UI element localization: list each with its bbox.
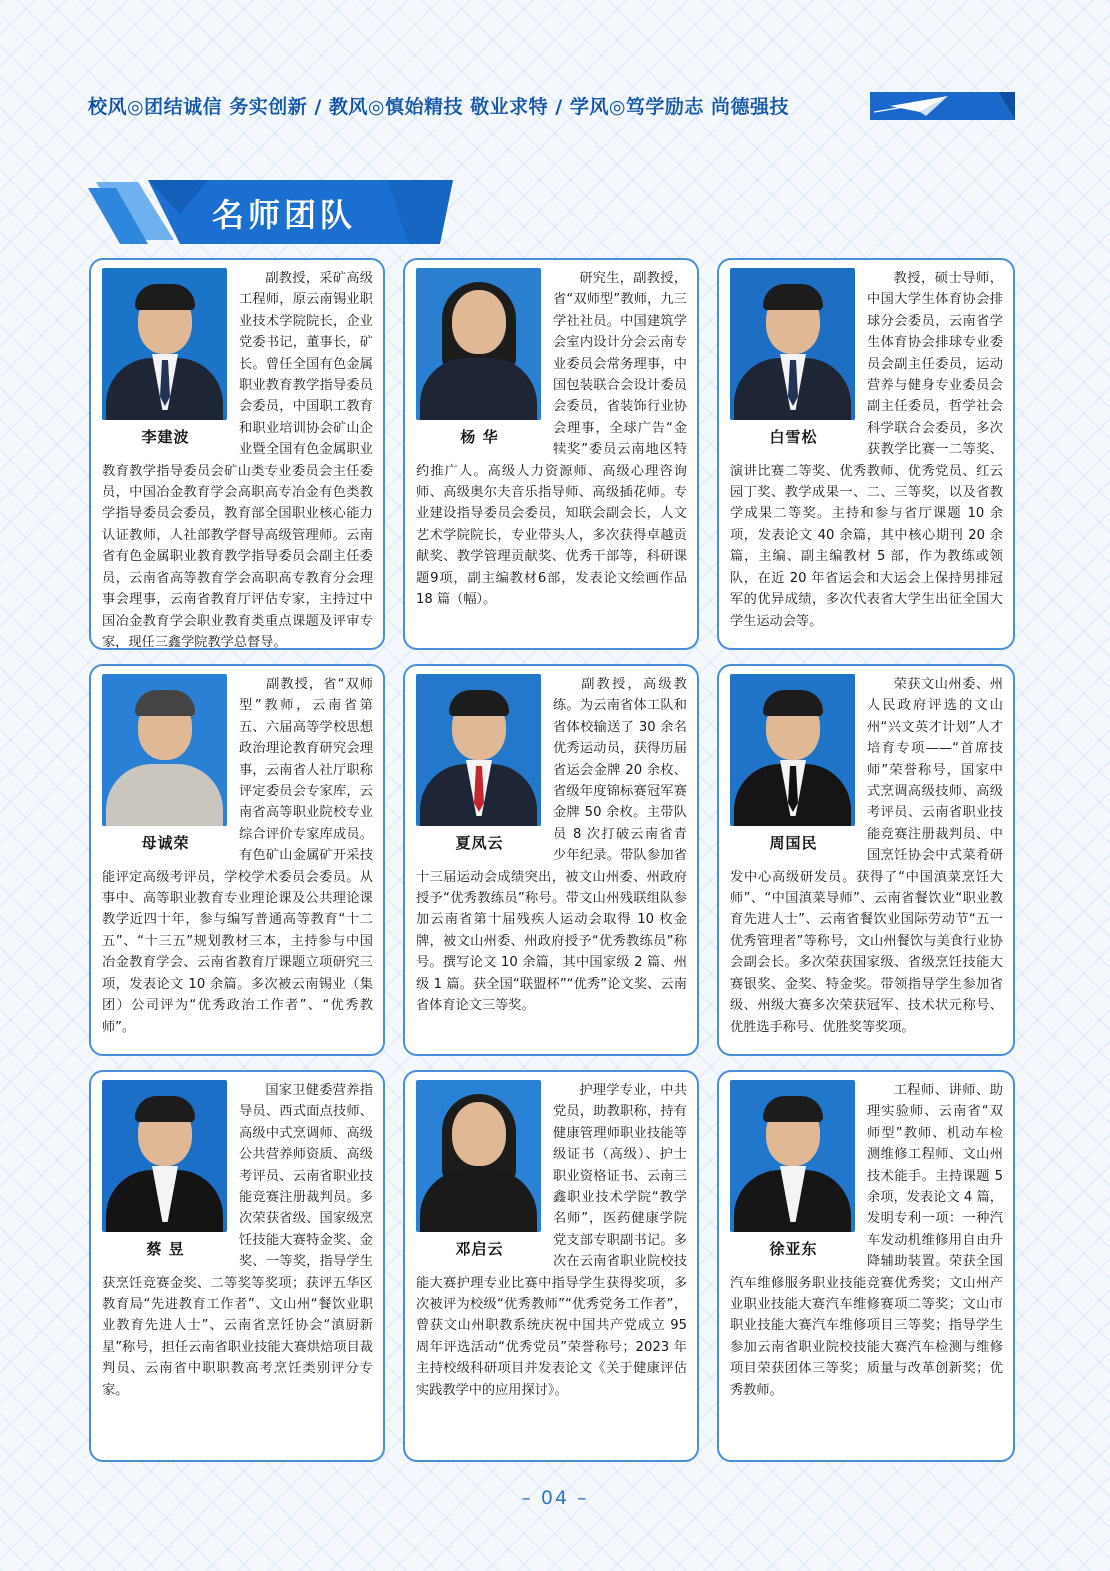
- teacher-name: 邓启云: [455, 1240, 504, 1258]
- motto-sep-1: ◎: [127, 96, 145, 118]
- teacher-name: 白雪松: [769, 428, 818, 446]
- motto-label-1: 校风: [88, 96, 128, 118]
- teacher-bio-text: 副教授，省“双师型”教师，云南省第五、六届高等学校思想政治理论教育研究会理事，云南省人社厅职称评定委员会专家库，云南省高等职业院校专业综合评价专家库成员。有色矿山金属矿开采技能评定高级考评员，学校学术委员会委员。从事中、高等职业教育专业理论课及公共理论课教学近四十年，参与编写普通高等教育“十二五”、“十三五”规划教材三本，主持参与中国冶金教育学会、云南省教育厅课题立项研究三项，发表论文 10 余篇。多次被云南锡业（集团）公司评为“优秀政治工作者”、“优秀教师”。: [102, 677, 373, 1035]
- teacher-card: [89, 1070, 385, 1462]
- teacher-photo: [416, 674, 541, 826]
- teacher-name: 徐亚东: [769, 1240, 818, 1258]
- teacher-bio-text: 副教授，采矿高级工程师，原云南锡业职业技术学院院长，企业党委书记，董事长，矿长。曾任全国有色金属职业教育教学指导委员会委员，中国职工教育和职业培训协会矿山企业暨全国有色金属职业教育教学指导委员会矿山类专业委员会主任委员，中国冶金教育学会高职高专冶金有色类教学指导委员会委员，教育部全国职业核心能力认证教师，人社部教学督导高级管理师。云南省有色金属职业教育教学指导委员会副主任委员，云南省高等教育学会高职高专教育分会理事会理事，云南省教育厅评估专家，主持过中国冶金教育学会职业教育类重点课题及评审专家，现任三鑫学院教学总督导。: [102, 271, 373, 650]
- photo-block: [730, 268, 857, 458]
- motto-text-1: 团结诚信 务实创新: [144, 96, 308, 118]
- motto-divider-1: /: [307, 96, 329, 118]
- photo-block: [416, 674, 543, 864]
- teacher-bio-text: 副教授，高级教练。为云南省体工队和省体校输送了 30 余名优秀运动员，获得历届省运会金牌 20 余枚、省级年度锦标赛冠军赛金牌 50 余枚。主带队员 8 次打破云南省青少年纪录。带队参加省十三届运动会成绩突出，被文山州委、州政府授予“优秀教练员”称号。带文山州残联组队参加云南省第十届残疾人运动会取得 10 枚金牌，被文山州委、州政府授予“优秀教练员”称号。撰写论文 10 余篇，其中国家级 2 篇、州级 1 篇。获全国“联盟杯”“优秀”论文奖、云南省体育论文三等奖。: [416, 677, 687, 1014]
- teacher-name: 夏凤云: [455, 834, 504, 852]
- photo-block: [730, 1080, 857, 1270]
- teacher-card: [717, 664, 1015, 1056]
- teacher-card: [89, 664, 385, 1056]
- teacher-photo: [102, 1080, 227, 1232]
- motto-text-3: 笃学励志 尚德强技: [625, 96, 790, 118]
- teacher-photo: [730, 674, 855, 826]
- motto-label-3: 学风: [569, 96, 609, 118]
- photo-block: [102, 268, 229, 458]
- photo-block: [102, 674, 229, 864]
- photo-block: [730, 674, 857, 864]
- motto-sep-3: ◎: [608, 96, 626, 118]
- teacher-card: [403, 258, 699, 650]
- teacher-name: 蔡 昱: [146, 1240, 185, 1258]
- teacher-name: 李建波: [141, 428, 190, 446]
- teacher-bio-text: 护理学专业，中共党员，助教职称，持有健康管理师职业技能等级证书（高级）、护士职业资格证书、云南三鑫职业技术学院“教学名师”，医药健康学院党支部专职副书记。多次在云南省职业院校技能大赛护理专业比赛中指导学生获得奖项，多次被评为校级“优秀教师”“优秀党务工作者”，曾获文山州职教系统庆祝中国共产党成立 95 周年评选活动“优秀党员”荣誉称号；2023 年主持校级科研项目并发表论文《关于健康评估实践教学中的应用探讨》。: [416, 1083, 687, 1398]
- school-motto: [88, 92, 878, 120]
- teacher-name: 杨 华: [460, 428, 499, 446]
- teacher-bio-text: 荣获文山州委、州人民政府评选的文山州“兴文英才计划”人才培育专项——“首席技师”荣誉称号，国家中式烹调高级技师、高级考评员、云南省职业技能竞赛注册裁判员、中国烹饪协会中式菜肴研发中心高级研发员。获得了“中国滇菜烹饪大师”、“中国滇菜导师”、云南省餐饮业“职业教育先进人士”、云南省餐饮业国际劳动节“五一优秀管理者”等称号，文山州餐饮与美食行业协会副会长。多次荣获国家级、省级烹饪技能大赛银奖、金奖、特金奖。带领指导学生参加省级、州级大赛多次荣获冠军、技术状元称号、优胜选手称号、优胜奖等奖项。: [730, 677, 1003, 1035]
- page-number: – 04 –: [521, 1487, 589, 1509]
- teacher-photo: [416, 1080, 541, 1232]
- teacher-card: [89, 258, 385, 650]
- paper-plane-decoration: [870, 92, 1015, 120]
- motto-label-2: 教风: [328, 96, 368, 118]
- photo-block: [102, 1080, 229, 1270]
- teacher-name: 周国民: [769, 834, 818, 852]
- teacher-card: [717, 258, 1015, 650]
- teacher-card: [403, 664, 699, 1056]
- teacher-photo: [102, 674, 227, 826]
- motto-text-2: 慎始精技 敬业求特: [385, 96, 549, 118]
- section-title: 名师团队: [212, 196, 357, 234]
- photo-block: [416, 1080, 543, 1270]
- teacher-bio-text: 国家卫健委营养指导员、西式面点技师、高级中式烹调师、高级公共营养师资质、高级考评员、云南省职业技能竞赛注册裁判员。多次荣获省级、国家级烹饪技能大赛特金奖、金奖、一等奖，指导学生获烹饪竞赛金奖、二等奖等奖项；获评五华区教育局“先进教育工作者”、文山州“餐饮业职业教育先进人士”、云南省烹饪协会“滇厨新星”称号，担任云南省职业技能大赛烘焙项目裁判员、云南省中职职教高考烹饪类别评分专家。: [102, 1083, 373, 1398]
- teacher-photo: [730, 268, 855, 420]
- teacher-bio-text: 教授，硕士导师，中国大学生体育协会排球分会委员，云南省学生体育协会排球专业委员会副主任委员，运动营养与健身专业委员会副主任委员，哲学社会科学联合会委员，多次获教学比赛一二等奖、演讲比赛二等奖、优秀教师、优秀党员、红云园丁奖、教学成果一、二、三等奖，以及省教学成果二等奖。主持和参与省厅课题 10 余项，发表论文 40 余篇，其中核心期刊 20 余篇，主编、副主编教材 5 部，作为教练或领队，在近 20 年省运会和大运会上保持男排冠军的优异成绩，多次代表省大学生出征全国大学生运动会等。: [730, 271, 1003, 629]
- teacher-bio-text: 研究生，副教授，省“双师型”教师，九三学社社员。中国建筑学会室内设计分会云南专业委员会常务理事，中国包装联合会设计委员会委员，省装饰行业协会理事，全球广告“金犊奖”委员云南地区特约推广人。高级人力资源师、高级心理咨询师、高级奥尔夫音乐指导师、高级插花师。专业建设指导委员会委员，知联会副会长，人文艺术学院院长，专业带头人，多次获得卓越贡献奖、教学管理贡献奖、优秀干部等，科研课题9项，副主编教材6部，发表论文绘画作品 18 篇（幅）。: [416, 271, 687, 608]
- motto-divider-2: /: [548, 96, 570, 118]
- teacher-photo: [102, 268, 227, 420]
- teacher-bio-text: 工程师、讲师、助理实验师、云南省“双师型”教师、机动车检测维修工程师、文山州技术能手。主持课题 5 余项，发表论文 4 篇，发明专利一项：一种汽车发动机维修用自由升降辅助装置。荣获全国汽车维修服务职业技能竞赛优秀奖；文山州产业职业技能大赛汽车维修赛项二等奖；文山市职业技能大赛汽车维修项目三等奖；指导学生参加云南省职业院校技能大赛汽车检测与维修项目荣获团体三等奖；质量与改革创新奖；优秀教师。: [730, 1083, 1003, 1398]
- teacher-photo: [416, 268, 541, 420]
- teacher-card: [717, 1070, 1015, 1462]
- motto-sep-2: ◎: [367, 96, 386, 118]
- teacher-card: [403, 1070, 699, 1462]
- teacher-photo: [730, 1080, 855, 1232]
- teacher-name: 母诚荣: [141, 834, 190, 852]
- photo-block: [416, 268, 543, 458]
